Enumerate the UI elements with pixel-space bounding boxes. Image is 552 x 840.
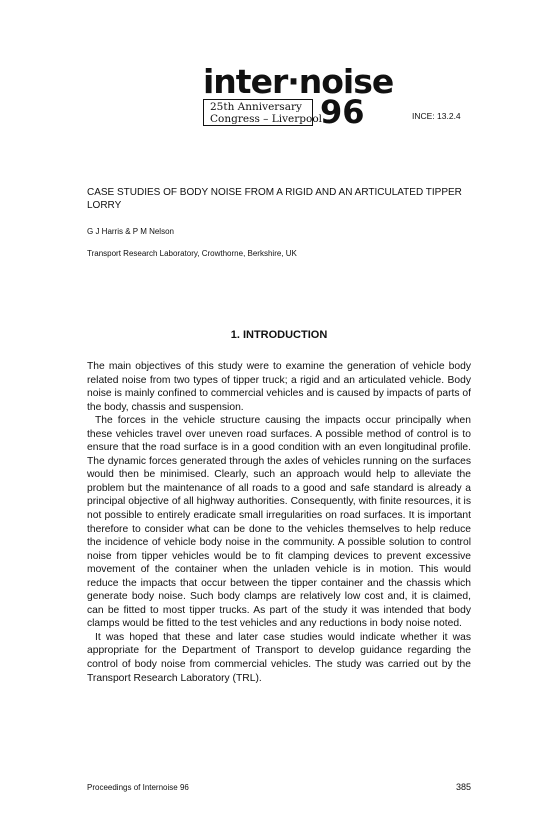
logo-congress-line: Congress – Liverpool <box>210 113 322 125</box>
logo-anniversary-line: 25th Anniversary <box>210 101 302 113</box>
section-heading: 1. INTRODUCTION <box>230 329 328 341</box>
paper-affiliation: Transport Research Laboratory, Crowthorne, Berkshire, UK <box>87 249 297 258</box>
section-body <box>87 360 471 685</box>
paper-title: CASE STUDIES OF BODY NOISE FROM A RIGID AND AN ARTICULATED TIPPER LORRY <box>87 187 462 211</box>
logo-wordmark: inter·noise <box>203 62 394 101</box>
body-paragraph: The forces in the vehicle structure causing the impacts occur principally when these vehicles travel over uneven road surfaces. A possible method of control is to ensure that the road surface is in a good condition with an even longitudinal profile. The dynamic forces generated through the axles of vehicles running on the surfaces would then be minimised. Clearly, such an approach would help to alleviate the problem but the maintenance of all roads to a good and safe standard is already a principal objective of all highway authorities. Consequently, with finite resources, it is not possible to entirely eradicate small irregularities on road surfaces. It is important therefore to consider what can be done to the vehicles themselves to help reduce the incidence of vehicle body noise in the community. A possible solution to control noise from tipper vehicles would be to fit clamping devices to prevent excessive movement of the container when the unladen vehicle is in motion. This would reduce the impacts that occur between the tipper container and the chassis which generate body noise. Such body clamps are relatively low cost and, it is claimed, can be fitted to most tipper trucks. As part of the study it was intended that body clamps would be fitted to the test vehicles and any reductions in body noise noted. <box>87 415 471 630</box>
paper-authors: G J Harris & P M Nelson <box>87 227 174 236</box>
ince-code: INCE: 13.2.4 <box>412 111 461 121</box>
page-number: 385 <box>455 782 471 792</box>
internoise-logo <box>203 62 394 132</box>
logo-anniversary-box <box>203 99 322 126</box>
body-paragraph: The main objectives of this study were to examine the generation of vehicle body related noise from two types of tipper truck; a rigid and an articulated vehicle. Body noise is mainly confined to commercial vehicles and is caused by impacts of parts of the body, chassis and suspension. <box>87 361 471 413</box>
logo-year: 96 <box>320 93 365 131</box>
footer-proceedings: Proceedings of Internoise 96 <box>87 783 189 792</box>
body-paragraph: It was hoped that these and later case studies would indicate whether it was appropriate for the Department of Transport to develop guidance regarding the control of body noise from commercial vehicles. The study was carried out by the Transport Research Laboratory (TRL). <box>87 631 471 684</box>
